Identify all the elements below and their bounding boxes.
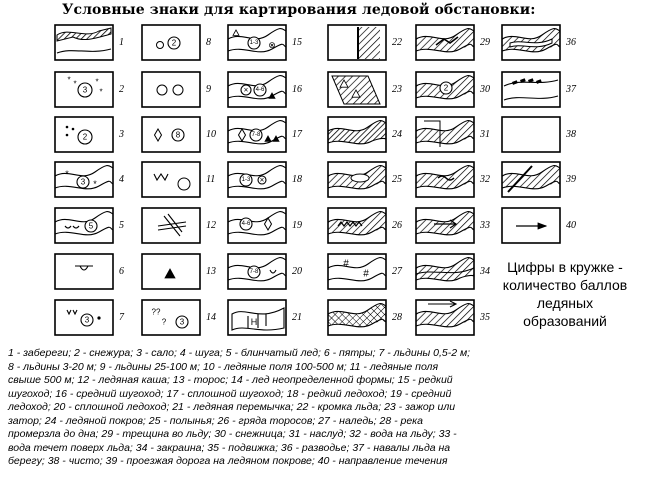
legend-symbol-ice-road (502, 162, 576, 197)
symbol-number: 10 (206, 129, 216, 140)
symbol-frame (502, 72, 560, 107)
legend-symbol-snow-slush (55, 72, 124, 107)
legend-symbol-medium-frazil-run (228, 72, 302, 107)
symbol-frame (142, 117, 200, 152)
bridge-mark: H (250, 317, 258, 327)
legend-symbol-bank-ice (55, 25, 124, 60)
legend-title: Условные знаки для картирования ледовой обстановки: (62, 2, 536, 18)
symbol-number: 27 (392, 266, 402, 277)
symbol-frame (228, 162, 286, 197)
legend-symbol-medium-ice-run (228, 208, 302, 243)
symbol-number: 19 (292, 220, 302, 231)
legend-caption (8, 347, 656, 469)
circle-count-label: 3 (84, 315, 90, 325)
frazil-star: * (65, 169, 69, 179)
symbol-number: 7 (119, 312, 124, 323)
symbol-number: 17 (292, 129, 302, 140)
symbol-frame (328, 254, 386, 289)
circle-count-label: 3 (82, 85, 88, 95)
legend-symbol-ice-mush (142, 208, 216, 243)
frazil-star: * (93, 179, 97, 189)
caption-line: берегу; 38 - чисто; 39 - проезжая дорога на ледяном покрове; 40 - направление течения (8, 455, 448, 467)
symbol-number: 5 (119, 220, 124, 231)
note-line: Цифры в кружке - (507, 259, 623, 275)
legend-symbol-hummock (142, 254, 216, 289)
circle-count-label: 1-3 (241, 177, 251, 183)
aufeis-mark: # (363, 268, 369, 280)
legend-symbol-water-on-ice (416, 162, 490, 197)
symbol-number: 30 (480, 84, 490, 95)
caption-line: ледоход; 20 - сплошной ледоход; 21 - ледяная перемычка; 22 - кромка льда; 23 - зажор или (8, 401, 456, 413)
note-line: количество баллов (502, 277, 628, 293)
symbol-number: 32 (480, 174, 490, 185)
symbol-number: 3 (119, 129, 124, 140)
symbol-number: 33 (480, 220, 490, 231)
circle-count-label: 7-8 (251, 132, 261, 138)
legend-symbol-ice-piles-on-bank (502, 72, 577, 107)
legend-symbol-ice-shift (416, 300, 490, 335)
symbol-number: 24 (392, 129, 402, 140)
symbol-number: 18 (292, 174, 302, 185)
legend-symbol-ice-cover (328, 117, 402, 152)
circle-count-label: × (243, 85, 249, 95)
symbol-frame (55, 254, 113, 289)
circle-count-label: 4-6 (241, 221, 251, 227)
symbol-number: 31 (480, 129, 490, 140)
symbol-number: 8 (206, 37, 211, 48)
symbol-frame (142, 72, 200, 107)
symbol-number: 1 (119, 37, 124, 48)
circle-count-label: 5 (88, 221, 94, 231)
symbol-number: 22 (392, 37, 402, 48)
legend-symbol-snow-water (416, 72, 490, 107)
aufeis-mark: # (343, 258, 349, 270)
circle-count-label: 2 (82, 132, 88, 142)
legend-symbol-undefined-ice (142, 300, 216, 335)
circle-count-label: 3 (179, 317, 185, 327)
circle-numbers-note (495, 258, 635, 330)
symbol-number: 21 (292, 312, 302, 323)
legend-symbol-hummock-ridge (328, 208, 402, 243)
symbol-number: 11 (206, 174, 216, 185)
circle-count-label: 2 (443, 83, 449, 93)
legend-symbol-ice-crack (416, 25, 490, 60)
legend-symbol-floes-small (55, 300, 125, 335)
legend-symbol-floes-large (142, 72, 211, 107)
symbol-frame (142, 300, 200, 335)
legend-symbol-frazil (55, 162, 124, 197)
circle-count-label: × (259, 175, 265, 185)
symbol-number: 40 (566, 220, 576, 231)
symbol-frame (502, 117, 560, 152)
circle-count-label: 2 (171, 38, 177, 48)
circle-count-label: 4-6 (255, 87, 265, 93)
caption-line: свыше 500 м; 12 - ледяная каша; 13 - торос; 14 - лед неопределенной формы; 15 - редкий (8, 374, 453, 386)
circle-count-label: 8 (175, 130, 181, 140)
legend-symbol-floes-medium (142, 25, 211, 60)
caption-line: вода течет поверх льда; 34 - закраина; 35 - подвижка; 36 - разводье; 37 - навалы льда на (8, 441, 451, 454)
circle-count-label: 7-8 (249, 269, 259, 275)
legend-symbol-ice-spots (55, 254, 124, 289)
caption-line: затор; 24 - ледяной покров; 25 - полынья; 26 - гряда торосов; 27 - наледь; 28 - река (8, 414, 423, 427)
caption-line: 1 - забереги; 2 - снежура; 3 - сало; 4 - шуга; 5 - блинчатый лед; 6 - пятры; 7 - льдины 0,5-2 м; (8, 347, 471, 359)
legend-symbol-shore-lead (416, 254, 490, 289)
symbol-number: 2 (119, 84, 124, 95)
legend-symbol-ice-edge (328, 25, 402, 60)
dot-mark (66, 126, 69, 129)
symbol-number: 13 (206, 266, 216, 277)
symbol-glyph (336, 27, 380, 59)
dot-mark (66, 134, 69, 137)
symbol-frame (142, 162, 200, 197)
symbol-number: 39 (566, 174, 576, 185)
note-line: ледяных (536, 295, 594, 311)
legend-symbol-ice-bridge (228, 300, 302, 335)
symbol-number: 9 (206, 84, 211, 95)
dot-mark (97, 316, 100, 319)
legend-symbol-solid-ice-run (228, 254, 302, 289)
legend-symbol-overflow-ice (416, 117, 490, 152)
legend-symbol-frozen-to-bottom (328, 300, 402, 335)
symbol-number: 35 (480, 312, 490, 323)
caption-line: шугоход; 16 - средний шугоход; 17 - сплошной шугоход; 18 - редкий ледоход; 19 - средний (8, 387, 452, 400)
legend-symbol-current-direction (502, 208, 576, 243)
symbol-frame (228, 208, 286, 243)
symbol-number: 12 (206, 220, 216, 231)
symbol-number: 34 (480, 266, 490, 277)
legend-symbol-ice-field (142, 117, 216, 152)
legend-symbol-grease-ice (55, 117, 124, 152)
symbol-number: 16 (292, 84, 302, 95)
legend-symbol-aufeis (328, 254, 403, 289)
snow-star: * (95, 77, 99, 87)
legend-symbol-pancake-ice (55, 208, 124, 243)
symbol-number: 25 (392, 174, 402, 185)
symbol-number: 29 (480, 37, 490, 48)
symbol-number: 6 (119, 266, 124, 277)
legend-symbol-open-water-lead (502, 25, 576, 60)
caption-line: промерзла до дна; 29 - трещина во льду; 30 - снежница; 31 - наслуд; 32 - вода на льду; 33 - (8, 428, 457, 440)
note-line: образований (523, 313, 607, 329)
legend-symbol-polynya (328, 162, 402, 197)
question-mark: ? (161, 317, 167, 327)
legend-symbol-ice-jam (328, 72, 402, 107)
frazil-run-mark: ⊗ (268, 40, 276, 50)
question-marks: ?? (151, 307, 161, 317)
symbol-frame (55, 208, 113, 243)
symbol-number: 4 (119, 174, 124, 185)
circle-count-label: 3 (80, 177, 86, 187)
symbol-number: 15 (292, 37, 302, 48)
symbol-number: 28 (392, 312, 402, 323)
symbol-number: 38 (566, 129, 576, 140)
symbol-number: 37 (566, 84, 576, 95)
legend-symbol-sparse-ice-run (228, 162, 302, 197)
symbol-number: 36 (566, 37, 576, 48)
legend-symbol-solid-frazil-run (228, 117, 303, 152)
dot-mark (72, 128, 75, 131)
snow-star: * (73, 79, 77, 89)
legend-symbol-water-flowing-over-ice (416, 208, 490, 243)
symbol-number: 14 (206, 312, 216, 323)
symbol-number: 20 (292, 266, 302, 277)
legend-symbol-sparse-frazil-run (228, 25, 302, 60)
snow-star: * (99, 87, 103, 97)
symbol-number: 23 (392, 84, 402, 95)
snow-star: * (67, 75, 71, 85)
legend-symbol-big-ice-field (142, 162, 215, 197)
symbol-number: 26 (392, 220, 402, 231)
legend-symbol-clear (502, 117, 576, 152)
caption-line: 8 - льдины 3-20 м; 9 - льдины 25-100 м; 10 - ледяные поля 100-500 м; 11 - ледяные поля (8, 360, 439, 373)
circle-count-label: 1-3 (249, 40, 259, 46)
